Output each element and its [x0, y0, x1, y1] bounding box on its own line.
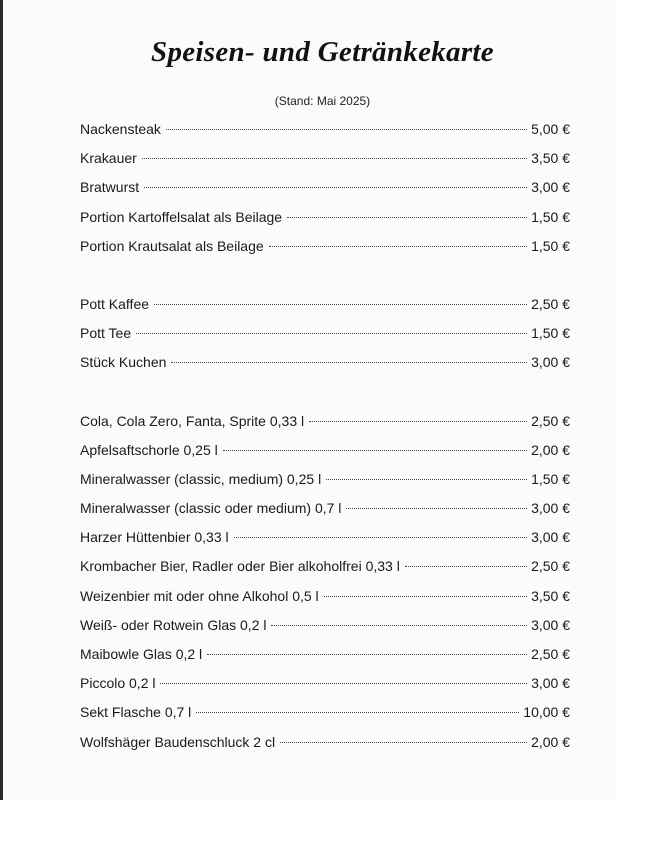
item-name: Maibowle Glas 0,2 l [80, 646, 203, 662]
item-price: 3,00 € [531, 179, 570, 196]
item-price: 3,00 € [531, 616, 570, 633]
item-name: Wolfshäger Baudenschluck 2 cl [80, 733, 276, 750]
item-name: Krakauer [80, 150, 137, 167]
item-name: Sekt Flasche 0,7 l [80, 704, 192, 721]
item-price: 1,50 € [531, 325, 570, 342]
dot-leader [166, 129, 527, 130]
menu-item-food [80, 176, 570, 205]
dot-leader [171, 362, 527, 363]
dot-leader [207, 654, 527, 655]
item-name: Pott Kaffee [80, 295, 150, 312]
menu-item-drink [80, 643, 570, 672]
menu-item-drink [80, 410, 570, 439]
item-price: 10,00 € [523, 704, 570, 721]
dot-leader [154, 304, 527, 305]
dot-leader [136, 333, 527, 334]
menu-item-hot-drink [80, 322, 570, 351]
menu-item-drink [80, 468, 570, 497]
page-edge [0, 0, 3, 800]
dot-leader [144, 187, 527, 188]
menu-item-drink [80, 585, 570, 614]
menu-item-drink [80, 672, 570, 701]
item-name: Portion Krautsalat als Beilage [80, 237, 264, 254]
item-price: 2,50 € [531, 412, 570, 429]
menu-item-hot-drink [80, 293, 570, 322]
item-name: Bratwurst [80, 179, 140, 196]
menu-item-hot-drink [80, 351, 570, 380]
item-name: Portion Kartoffelsalat als Beilage [80, 208, 283, 225]
item-price: 3,00 € [531, 354, 570, 371]
item-name: Nackensteak [80, 121, 161, 137]
menu-date: (Stand: Mai 2025) [274, 94, 371, 108]
item-name: Mineralwasser (classic, medium) 0,25 l [80, 470, 322, 487]
item-name: Weizenbier mit oder ohne Alkohol 0,5 l [80, 587, 319, 604]
dot-leader [196, 712, 519, 713]
item-price: 1,50 € [531, 208, 570, 225]
item-price: 3,00 € [531, 675, 570, 692]
item-price: 1,50 € [531, 470, 570, 487]
item-name: Apfelsaftschorle 0,25 l [80, 441, 218, 458]
dot-leader [223, 450, 527, 451]
section-gap [80, 381, 570, 410]
menu-item-drink [80, 439, 570, 468]
price-list [80, 118, 570, 760]
section-gap [80, 264, 570, 293]
dot-leader [405, 566, 527, 567]
item-price: 2,50 € [531, 646, 570, 662]
item-name: Harzer Hüttenbier 0,33 l [80, 529, 229, 546]
item-name: Stück Kuchen [80, 354, 167, 371]
item-price: 2,00 € [531, 733, 570, 750]
dot-leader [287, 217, 527, 218]
dot-leader [309, 421, 527, 422]
menu-item-food [80, 118, 570, 147]
dot-leader [346, 508, 527, 509]
item-price: 1,50 € [531, 237, 570, 254]
dot-leader [324, 596, 527, 597]
menu-title: Speisen- und Getränkekarte [151, 36, 494, 68]
dot-leader [142, 158, 527, 159]
dot-leader [271, 625, 527, 626]
menu-item-food [80, 235, 570, 264]
menu-item-drink [80, 497, 570, 526]
dot-leader [234, 537, 527, 538]
item-name: Piccolo 0,2 l [80, 675, 156, 692]
item-price: 3,00 € [531, 529, 570, 546]
menu-item-food [80, 206, 570, 235]
item-price: 2,00 € [531, 441, 570, 458]
item-price: 2,50 € [531, 558, 570, 575]
item-price: 3,00 € [531, 500, 570, 517]
menu-item-drink [80, 555, 570, 584]
item-price: 3,50 € [531, 587, 570, 604]
dot-leader [269, 246, 527, 247]
dot-leader [280, 742, 527, 743]
menu-item-drink [80, 526, 570, 555]
item-name: Cola, Cola Zero, Fanta, Sprite 0,33 l [80, 412, 305, 429]
item-name: Pott Tee [80, 325, 132, 342]
menu-item-food [80, 147, 570, 176]
menu-item-drink [80, 731, 570, 760]
item-name: Krombacher Bier, Radler oder Bier alkoholfrei 0,33 l [80, 558, 400, 575]
dot-leader [160, 683, 527, 684]
item-name: Mineralwasser (classic oder medium) 0,7 l [80, 500, 342, 517]
menu-item-drink [80, 614, 570, 643]
menu-item-drink [80, 701, 570, 730]
item-price: 2,50 € [531, 295, 570, 312]
item-price: 3,50 € [531, 150, 570, 167]
item-price: 5,00 € [531, 121, 570, 137]
dot-leader [326, 479, 527, 480]
item-name: Weiß- oder Rotwein Glas 0,2 l [80, 616, 267, 633]
